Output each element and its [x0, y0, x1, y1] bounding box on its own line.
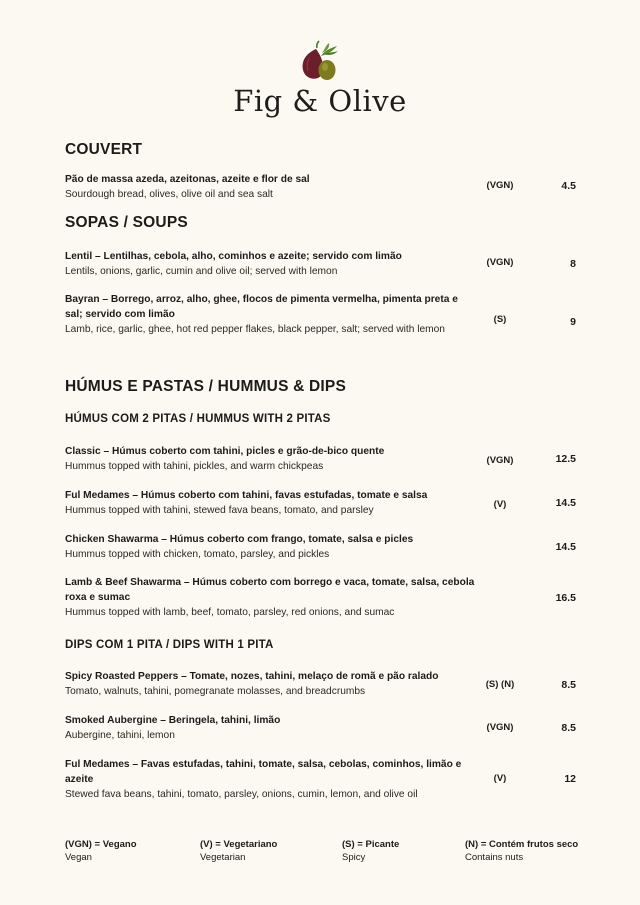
menu-item [65, 292, 475, 337]
diet-badge: (V) [493, 499, 507, 510]
item-name-en: Tomato, walnuts, tahini, pomegranate molasses, and breadcrumbs [65, 686, 366, 697]
diet-badge: (VGN) [486, 257, 514, 268]
menu-item [65, 532, 475, 562]
item-name-pt: Smoked Aubergine – Beringela, tahini, limão [65, 715, 281, 726]
menu-item [65, 249, 475, 279]
item-name-pt: Spicy Roasted Peppers – Tomate, nozes, tahini, melaço de romã e pão ralado [65, 671, 439, 682]
item-name-en: Hummus topped with tahini, pickles, and warm chickpeas [65, 461, 324, 472]
price: 12.5 [555, 453, 576, 465]
legend-label: Vegan [65, 852, 92, 863]
legend-label: Spicy [342, 852, 366, 863]
section-title-couvert: COUVERT [65, 141, 143, 158]
item-name-en: Lamb, rice, garlic, ghee, hot red pepper flakes, black pepper, salt; served with lemon [65, 324, 445, 335]
fig-olive-logo-icon [295, 40, 345, 84]
price: 14.5 [555, 541, 576, 553]
legend-label: Vegetarian [200, 852, 246, 863]
logo [0, 40, 640, 84]
item-name-pt: Pão de massa azeda, azeitonas, azeite e flor de sal [65, 174, 310, 185]
price: 8.5 [561, 722, 576, 734]
price: 8 [570, 258, 576, 270]
price: 14.5 [555, 497, 576, 509]
item-name-pt: Bayran – Borrego, arroz, alho, ghee, flocos de pimenta vermelha, pimenta preta e sal; servido com limão [65, 294, 458, 320]
price: 16.5 [555, 592, 576, 604]
menu-item [65, 444, 475, 474]
price: 4.5 [561, 180, 576, 192]
legend-spicy [342, 838, 399, 864]
item-name-en: Hummus topped with lamb, beef, tomato, parsley, red onions, and sumac [65, 607, 395, 618]
menu-item [65, 488, 475, 518]
legend-key: (V) = Vegetariano [200, 839, 278, 850]
diet-badge: (S) (N) [485, 679, 515, 690]
section-title-soups: SOPAS / SOUPS [65, 214, 188, 231]
item-name-en: Hummus topped with tahini, stewed fava beans, tomato, and parsley [65, 505, 374, 516]
section-title-hummus: HÚMUS E PASTAS / HUMMUS & DIPS [65, 378, 346, 395]
item-name-pt: Classic – Húmus coberto com tahini, picles e grão-de-bico quente [65, 446, 385, 457]
subsection-title-hummus-2-pitas: HÚMUS COM 2 PITAS / HUMMUS WITH 2 PITAS [65, 413, 331, 425]
item-name-pt: Ful Medames – Favas estufadas, tahini, tomate, salsa, cebolas, cominhos, limão e azeite [65, 759, 462, 785]
item-name-pt: Chicken Shawarma – Húmus coberto com frango, tomate, salsa e picles [65, 534, 414, 545]
legend-vegan [65, 838, 137, 864]
price: 9 [570, 316, 576, 328]
diet-badge: (VGN) [486, 722, 514, 733]
legend-key: (VGN) = Vegano [65, 839, 137, 850]
menu-item [65, 172, 475, 202]
legend-key: (N) = Contém frutos seco [465, 839, 579, 850]
menu-item [65, 575, 475, 620]
item-name-en: Lentils, onions, garlic, cumin and olive oil; served with lemon [65, 266, 338, 277]
menu-item [65, 669, 475, 699]
legend-vegetarian [200, 838, 277, 864]
menu-item [65, 713, 475, 743]
item-name-en: Sourdough bread, olives, olive oil and sea salt [65, 189, 273, 200]
legend-key: (S) = Picante [342, 839, 400, 850]
item-name-pt: Ful Medames – Húmus coberto com tahini, favas estufadas, tomate e salsa [65, 490, 428, 501]
item-name-pt: Lentil – Lentilhas, cebola, alho, cominhos e azeite; servido com limão [65, 251, 402, 262]
diet-badge: (V) [493, 773, 507, 784]
legend-label: Contains nuts [465, 852, 524, 863]
item-name-en: Aubergine, tahini, lemon [65, 730, 175, 741]
item-name-pt: Lamb & Beef Shawarma – Húmus coberto com borrego e vaca, tomate, salsa, cebola roxa e sumac [65, 577, 475, 603]
brand-title: Fig & Olive [233, 84, 407, 118]
diet-badge: (VGN) [486, 180, 514, 191]
item-name-en: Stewed fava beans, tahini, tomato, parsley, onions, cumin, lemon, and olive oil [65, 789, 418, 800]
diet-badge: (S) [493, 314, 507, 325]
item-name-en: Hummus topped with chicken, tomato, parsley, and pickles [65, 549, 330, 560]
subsection-title-dips-1-pita: DIPS COM 1 PITA / DIPS WITH 1 PITA [65, 639, 274, 651]
legend-nuts [465, 838, 578, 864]
diet-badge: (VGN) [486, 455, 514, 466]
price: 8.5 [561, 679, 576, 691]
menu-item [65, 757, 475, 802]
price: 12 [564, 773, 576, 785]
